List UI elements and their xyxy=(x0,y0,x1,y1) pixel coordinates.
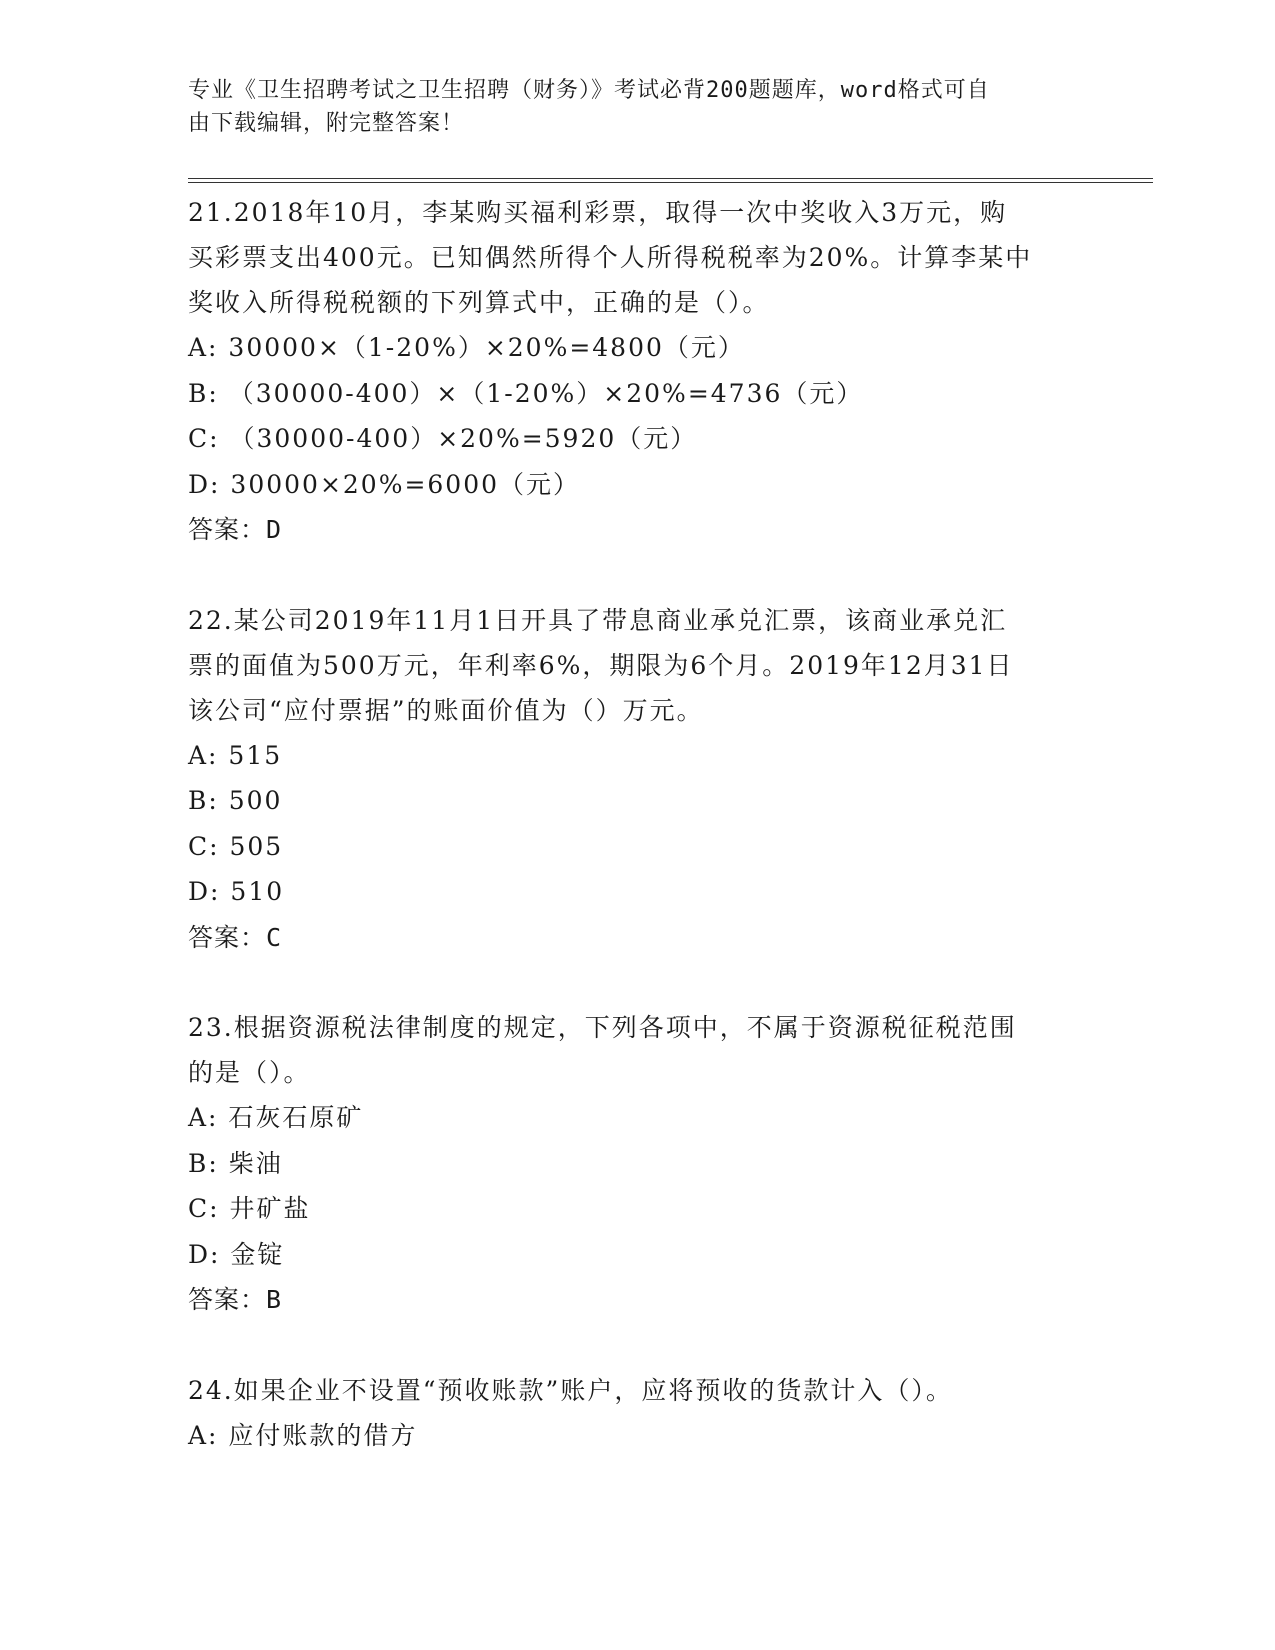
question-23-option-d: D: 金锭 xyxy=(188,1239,285,1269)
question-21-answer: 答案：D xyxy=(188,515,283,544)
question-list xyxy=(188,190,1088,1458)
question-22-line-1: 22.某公司2019年11月1日开具了带息商业承兑汇票，该商业承兑汇 xyxy=(188,605,1008,635)
question-21-option-a: A: 30000×（1-20%）×20%=4800（元） xyxy=(188,333,745,362)
header-line-1: 专业《卫生招聘考试之卫生招聘（财务）》考试必背200题题库，word格式可自 xyxy=(188,78,990,103)
question-23-option-c: C: 井矿盐 xyxy=(188,1194,311,1223)
question-24-option-a: A: 应付账款的借方 xyxy=(188,1420,418,1450)
question-21-line-1: 21.2018年10月，李某购买福利彩票，取得一次中奖收入3万元，购 xyxy=(188,198,1008,227)
question-21 xyxy=(188,190,1088,553)
document-header xyxy=(188,74,1068,140)
question-23-answer: 答案：B xyxy=(188,1285,283,1314)
header-line-2: 由下载编辑，附完整答案！ xyxy=(188,111,465,136)
header-divider-top xyxy=(188,178,1153,179)
question-24-line-1: 24.如果企业不设置“预收账款”账户，应将预收的货款计入（）。 xyxy=(188,1375,953,1405)
question-23-line-2: 的是（）。 xyxy=(188,1058,311,1087)
question-21-option-c: C: （30000-400）×20%=5920（元） xyxy=(188,424,698,453)
question-22 xyxy=(188,598,1088,961)
question-22-option-c: C: 505 xyxy=(188,831,284,861)
spacer xyxy=(188,960,1088,1005)
question-21-line-3: 奖收入所得税税额的下列算式中，正确的是（）。 xyxy=(188,288,770,317)
question-22-line-3: 该公司“应付票据”的账面价值为（）万元。 xyxy=(188,695,704,725)
question-23-option-b: B: 柴油 xyxy=(188,1148,283,1178)
question-21-option-d: D: 30000×20%=6000（元） xyxy=(188,469,581,499)
question-24 xyxy=(188,1368,1088,1459)
question-21-line-2: 买彩票支出400元。已知偶然所得个人所得税税率为20%。计算李某中 xyxy=(188,243,1033,272)
spacer xyxy=(188,553,1088,598)
question-22-option-d: D: 510 xyxy=(188,877,285,906)
header-divider-bottom xyxy=(188,182,1153,183)
question-22-option-a: A: 515 xyxy=(188,740,283,770)
question-23 xyxy=(188,1005,1088,1323)
spacer xyxy=(188,1323,1088,1368)
question-22-option-b: B: 500 xyxy=(188,786,283,815)
question-21-option-b: B: （30000-400）×（1-20%）×20%=4736（元） xyxy=(188,378,864,408)
question-23-line-1: 23.根据资源税法律制度的规定，下列各项中，不属于资源税征税范围 xyxy=(188,1013,1017,1042)
question-22-answer: 答案：C xyxy=(188,922,283,952)
question-23-option-a: A: 石灰石原矿 xyxy=(188,1103,364,1132)
question-22-line-2: 票的面值为500万元，年利率6%，期限为6个月。2019年12月31日 xyxy=(188,650,1014,680)
